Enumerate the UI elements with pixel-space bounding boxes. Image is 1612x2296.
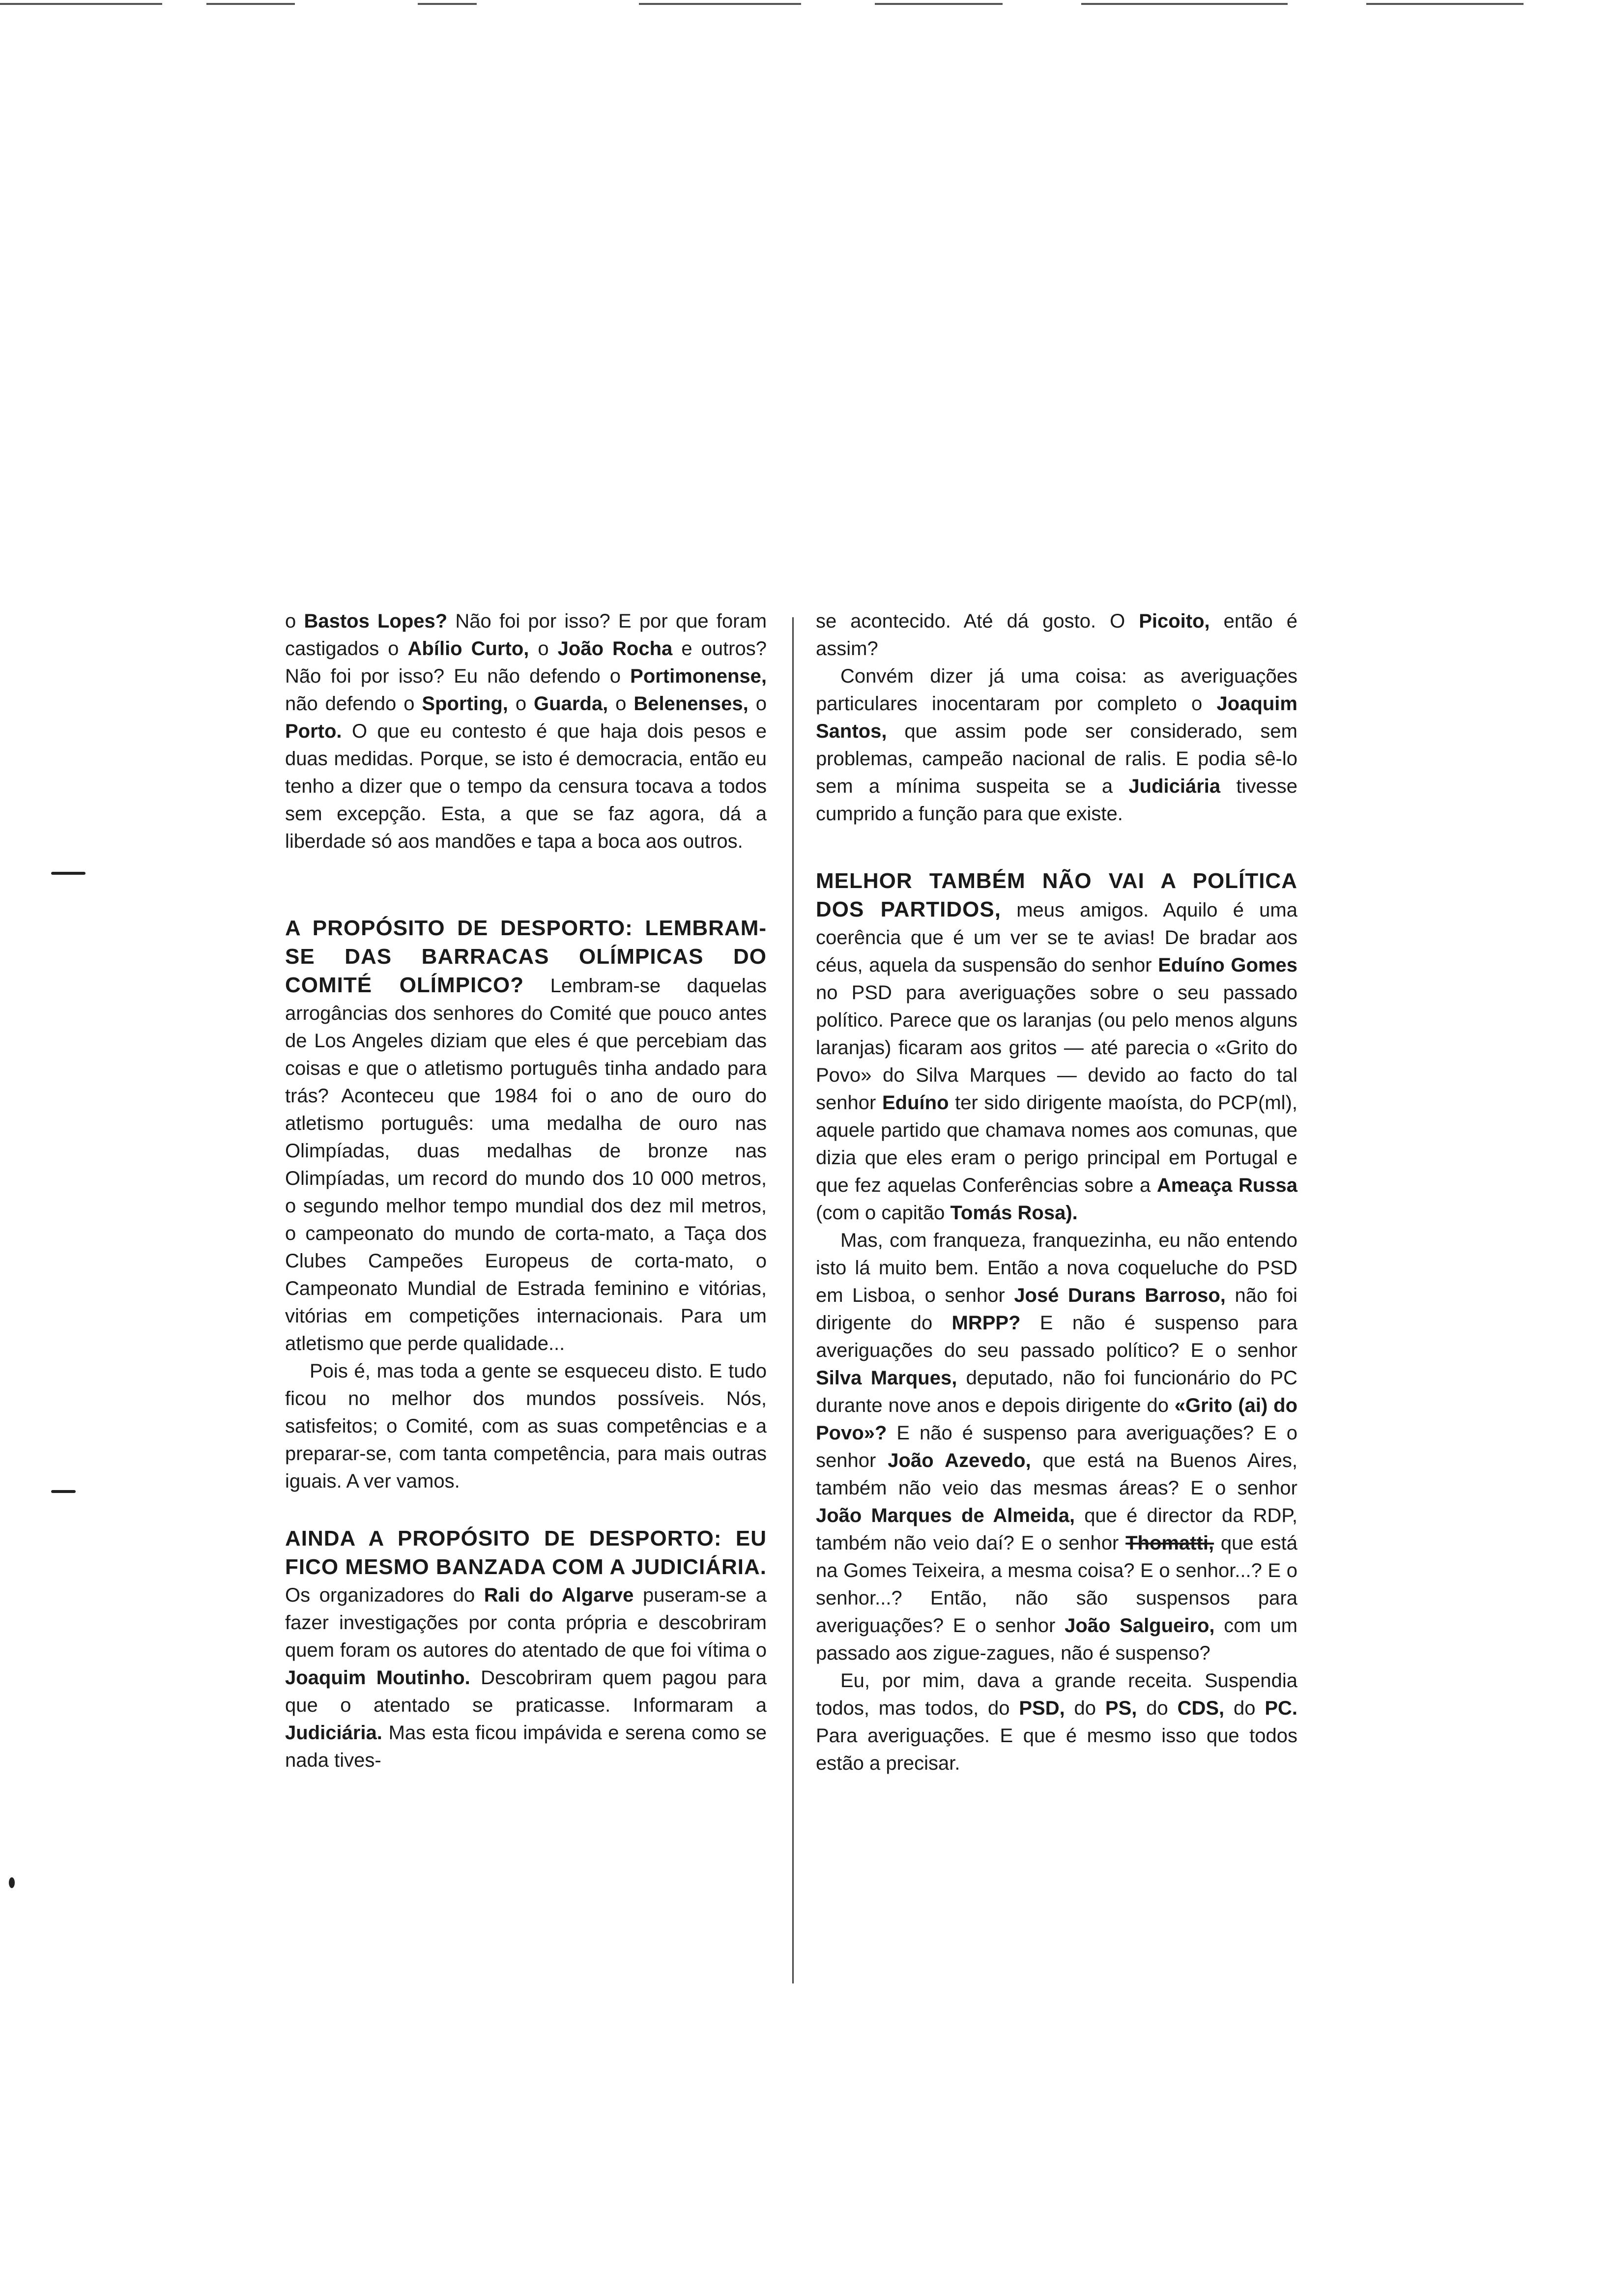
top-edge-line (418, 3, 477, 5)
paragraph: o Bastos Lopes? Não foi por isso? E por que foram castigados o Abílio Curto, o João Rocha e outros? Não foi por isso? Eu não defendo o Portimonense, não defendo o Sporting, o Guarda, o Belenenses, o Porto. O que eu contesto é que haja dois pesos e duas medidas. Porque, se isto é democracia, então eu tenho a dizer que o tempo da censura tocava a todos sem excepção. Esta, a que se faz agora, dá a liberdade só aos mandões e tapa a boca aos outros. (285, 610, 767, 852)
paragraph: Eu, por mim, dava a grande receita. Suspendia todos, mas todos, do PSD, do PS, do CDS, do PC. Para averiguações. E que é mesmo isso que todos estão a precisar. (816, 1670, 1298, 1774)
punch-mark (51, 1490, 76, 1493)
punch-mark (9, 1877, 15, 1888)
paragraph: Mas, com franqueza, franquezinha, eu não entendo isto lá muito bem. Então a nova coqueluche do PSD em Lisboa, o senhor José Durans Barroso, não foi dirigente do MRPP? E não é suspenso para averiguações do seu passado político? E o senhor Silva Marques, deputado, não foi funcionário do PC durante nove anos e depois dirigente do «Grito (ai) do Povo»? E não é suspenso para averiguações? E o senhor João Azevedo, que está na Buenos Aires, também não veio das mesmas áreas? E o senhor João Marques de Almeida, que é director da RDP, também não veio daí? E o senhor Thomatti, que está na Gomes Teixeira, a mesma coisa? E o senhor...? E o senhor...? Então, não são suspensos para averiguações? E o senhor João Salgueiro, com um passado aos zigue-zagues, não é suspenso? (816, 1230, 1298, 1664)
top-edge-line (1366, 3, 1524, 5)
column-right (816, 607, 1297, 1777)
top-edge-line (1081, 3, 1288, 5)
section-heading: A PROPÓSITO DE DESPORTO: LEMBRAM-SE DAS BARRACAS OLÍMPICAS DO COMITÉ OLÍMPICO? (285, 916, 767, 997)
section: AINDA A PROPÓSITO DE DESPORTO: EU FICO MESMO BANZADA COM A JUDICIÁRIA. Os organizadores do Rali do Algarve puseram-se a fazer investigações por conta própria e descobriram quem foram os autores do atentado de que foi vítima o Joaquim Moutinho. Descobriram quem pagou para que o atentado se praticasse. Informaram a Judiciária. Mas esta ficou impávida e serena como se nada tives- (285, 1526, 767, 1771)
punch-mark (51, 872, 86, 875)
section: MELHOR TAMBÉM NÃO VAI A POLÍTICA DOS PARTIDOS, meus amigos. Aquilo é uma coerência que é um ver se te avias! De bradar aos céus, aquela da suspensão do senhor Eduíno Gomes no PSD para averiguações sobre o seu passado político. Parece que os laranjas (ou pelo menos alguns laranjas) ficaram aos gritos — até parecia o «Grito do Povo» do Silva Marques — devido ao facto do tal senhor Eduíno ter sido dirigente maoísta, do PCP(ml), aquele partido que chamava nomes aos comunas, que dizia que eles eram o perigo principal em Portugal e que fez aquelas Conferências sobre a Ameaça Russa (com o capitão Tomás Rosa). (816, 869, 1298, 1224)
top-edge-line (639, 3, 801, 5)
paragraph: Pois é, mas toda a gente se esqueceu disto. E tudo ficou no melhor dos mundos possíveis. Nós, satisfeitos; o Comité, com as suas competências e a preparar-se, com tanta competência, para mais outras iguais. A ver vamos. (285, 1360, 767, 1492)
top-edge-line (0, 3, 162, 5)
top-edge-line (875, 3, 1003, 5)
column-left (285, 607, 767, 1774)
paragraph: se acontecido. Até dá gosto. O Picoito, então é assim? (816, 610, 1297, 660)
paragraph: Convém dizer já uma coisa: as averiguações particulares inocentaram por completo o Joaquim Santos, que assim pode ser considerado, sem problemas, campeão nacional de ralis. E podia sê-lo sem a mínima suspeita se a Judiciária tivesse cumprido a função para que existe. (816, 665, 1297, 825)
column-divider (792, 617, 794, 1983)
section-heading: AINDA A PROPÓSITO DE DESPORTO: EU FICO MESMO BANZADA COM A JUDICIÁRIA. (285, 1526, 767, 1579)
top-edge-line (206, 3, 295, 5)
section-heading: MELHOR TAMBÉM NÃO VAI A POLÍTICA DOS PARTIDOS, (816, 869, 1297, 921)
section: A PROPÓSITO DE DESPORTO: LEMBRAM-SE DAS BARRACAS OLÍMPICAS DO COMITÉ OLÍMPICO? Lembram-se daquelas arrogâncias dos senhores do Comité que pouco antes de Los Angeles diziam que eles é que percebiam das coisas e que o atletismo português tinha andado para trás? Aconteceu que 1984 foi o ano de ouro do atletismo português: uma medalha de ouro nas Olimpíadas, duas medalhas de bronze nas Olimpíadas, um record do mundo dos 10 000 metros, o segundo melhor tempo mundial dos dez mil metros, o campeonato do mundo de corta-mato, a Taça dos Clubes Campeões Europeus de corta-mato, o Campeonato Mundial de Estrada feminino e vitórias, vitórias em competições internacionais. Para um atletismo que perde qualidade... (285, 916, 767, 1354)
